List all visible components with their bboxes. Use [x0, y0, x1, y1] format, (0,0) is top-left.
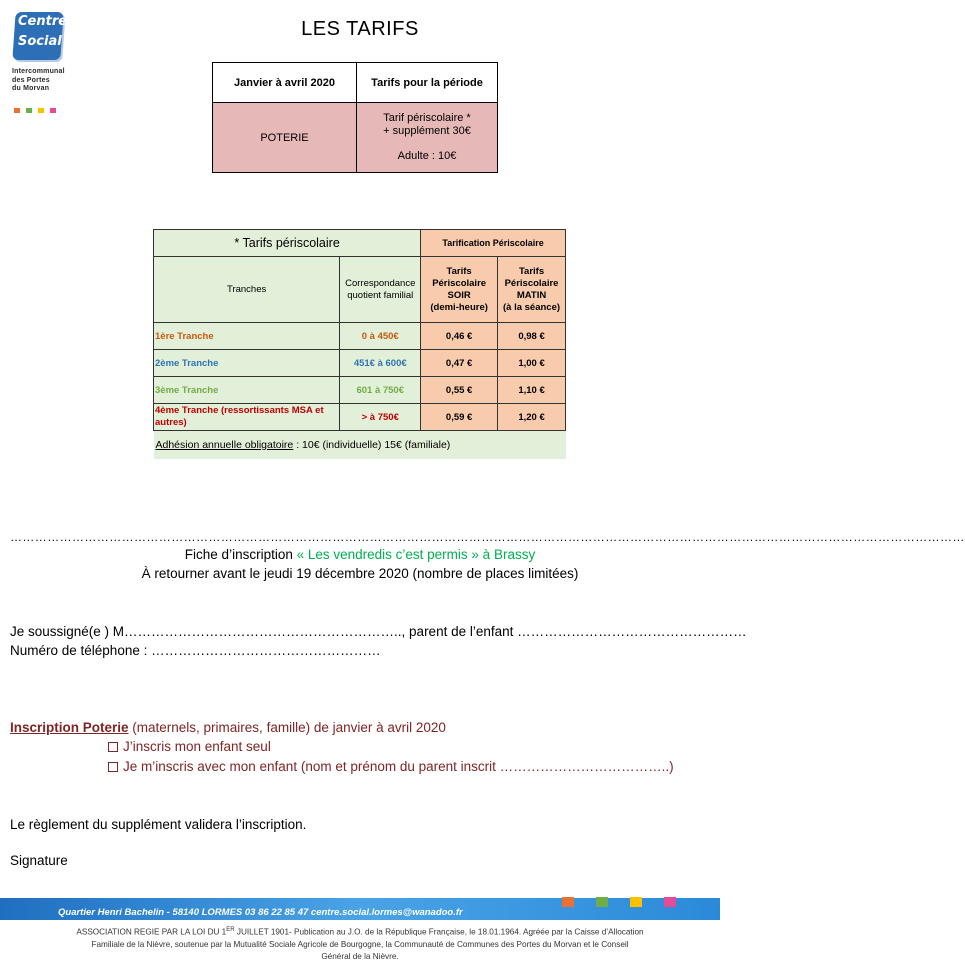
page-title: LES TARIFS — [301, 18, 419, 40]
soussigne-field[interactable]: Je soussigné(e ) M…………………………………………………….., parent de l’enfant …………………………………………… — [10, 624, 747, 639]
matin-cell: 0,98 € — [498, 323, 566, 350]
soir-cell: 0,47 € — [421, 350, 498, 377]
footer-square — [562, 897, 574, 907]
checkbox[interactable] — [108, 762, 118, 772]
matin-cell: 1,00 € — [498, 350, 566, 377]
inscription-heading — [10, 720, 446, 735]
adhesion-note — [154, 431, 566, 459]
col-header-text: Périscolaire — [504, 277, 559, 289]
logo-dot — [50, 108, 56, 113]
logo-dot — [26, 108, 32, 113]
matin-cell: 1,20 € — [498, 404, 566, 431]
logo-subtitle — [12, 68, 78, 94]
inscription-detail: (maternels, primaires, famille) de janvier à avril 2020 — [128, 720, 446, 735]
col-header-text: Tarifs — [518, 265, 545, 277]
table-row — [154, 377, 566, 404]
tranche-cell: 2ème Tranche — [154, 350, 340, 377]
logo-sub-line: Intercommunal — [12, 68, 65, 75]
soir-cell: 0,55 € — [421, 377, 498, 404]
table-row — [154, 404, 566, 431]
col-header-quotient — [340, 257, 421, 323]
logo-word-social: Social — [18, 34, 62, 49]
footer-legal-part: ASSOCIATION REGIE PAR LA LOI DU 1 — [76, 927, 227, 937]
adhesion-value: : 10€ (individuelle) 15€ (familiale) — [293, 438, 451, 451]
retour-deadline: À retourner avant le jeudi 19 décembre 2020 (nombre de places limitées) — [141, 566, 579, 581]
footer-legal-line: Familiale de la Nièvre, soutenue par la Mutualité Sociale Agricole de Bourgogne, la Communauté de Communes des Portes du Morvan et le Conseil — [91, 939, 629, 949]
cut-line: …………………………………………………………………………………………………………………………………………………………………………………………………………… — [10, 530, 965, 544]
logo-dot — [14, 108, 20, 113]
period-header: Janvier à avril 2020 — [213, 63, 357, 103]
logo-word-centre: Centre — [18, 14, 68, 29]
table-row — [154, 323, 566, 350]
tranche-cell: 1ère Tranche — [154, 323, 340, 350]
logo-sub-line: du Morvan — [12, 85, 50, 92]
col-header-matin — [498, 257, 566, 323]
tranche-cell: 3ème Tranche — [154, 377, 340, 404]
footer-legal-text — [10, 924, 710, 963]
col-header-text: Périscolaire SOIR — [432, 277, 487, 301]
col-header-text: MATIN — [516, 289, 547, 301]
table-row — [154, 350, 566, 377]
matin-cell: 1,10 € — [498, 377, 566, 404]
tarif-adulte: Adulte : 10€ — [397, 150, 457, 162]
col-header-tranches: Tranches — [154, 257, 340, 323]
tarif-line: Tarif périscolaire * — [383, 112, 471, 124]
footer-square — [596, 897, 608, 907]
footer-legal-part: JUILLET 1901- Publication au J.O. de la République Française, le 18.01.1964. Agréée par la Caisse d’Allocation — [234, 927, 644, 937]
periscolaire-header: * Tarifs périscolaire — [154, 230, 421, 257]
footer-legal-line: Général de la Nièvre. — [321, 951, 399, 961]
footer-address: Quartier Henri Bachelin - 58140 LORMES 03 86 22 85 47 centre.social.lormes@wanadoo.fr — [58, 907, 463, 918]
logo-color-dots — [14, 108, 56, 113]
soir-cell: 0,59 € — [421, 404, 498, 431]
quotient-cell: > à 750€ — [340, 404, 421, 431]
fiche-prefix: Fiche d’inscription — [184, 547, 297, 562]
option-label: Je m’inscris avec mon enfant (nom et prénom du parent inscrit ………………………………..) — [123, 759, 674, 774]
col-header-text: (à la séance) — [503, 301, 561, 313]
inscription-title: Inscription Poterie — [10, 720, 129, 735]
poterie-tarif-table — [212, 62, 498, 173]
footer-legal-sup: ER — [226, 927, 235, 933]
activity-cell: POTERIE — [213, 103, 357, 173]
footer-square — [664, 897, 676, 907]
tarif-header: Tarifs pour la période — [357, 63, 498, 103]
footer-color-squares — [562, 897, 676, 907]
tarification-header: Tarification Périscolaire — [421, 230, 566, 257]
telephone-field[interactable]: Numéro de téléphone : …………………………………………… — [10, 643, 381, 658]
col-header-soir — [421, 257, 498, 323]
tarif-cell — [357, 103, 498, 173]
option-avec-parent[interactable] — [108, 759, 674, 774]
adhesion-label: Adhésion annuelle obligatoire — [155, 438, 294, 451]
footer-legal-line — [10, 924, 710, 939]
col-header-text: Correspondance — [345, 277, 416, 289]
logo-sub-line: des Portes — [12, 76, 50, 84]
tarif-line: + supplément 30€ — [383, 125, 471, 137]
quotient-cell: 451€ à 600€ — [340, 350, 421, 377]
signature-label: Signature — [10, 853, 68, 868]
col-header-text: Tarifs — [446, 265, 472, 277]
option-enfant-seul[interactable] — [108, 739, 271, 754]
tranche-cell: 4ème Tranche (ressortissants MSA et autres) — [154, 404, 340, 431]
logo-dot — [38, 108, 44, 113]
footer-square — [630, 897, 642, 907]
checkbox[interactable] — [108, 742, 118, 752]
col-header-text: quotient familial — [347, 289, 414, 301]
quotient-cell: 601 à 750€ — [340, 377, 421, 404]
option-label: J’inscris mon enfant seul — [123, 739, 271, 754]
reglement-note: Le règlement du supplément validera l’inscription. — [10, 817, 307, 832]
fiche-title — [0, 547, 720, 562]
soir-cell: 0,46 € — [421, 323, 498, 350]
periscolaire-tarif-table — [153, 229, 566, 459]
col-header-text: (demi-heure) — [430, 301, 488, 313]
quotient-cell: 0 à 450€ — [340, 323, 421, 350]
fiche-event: « Les vendredis c’est permis » à Brassy — [296, 547, 536, 562]
